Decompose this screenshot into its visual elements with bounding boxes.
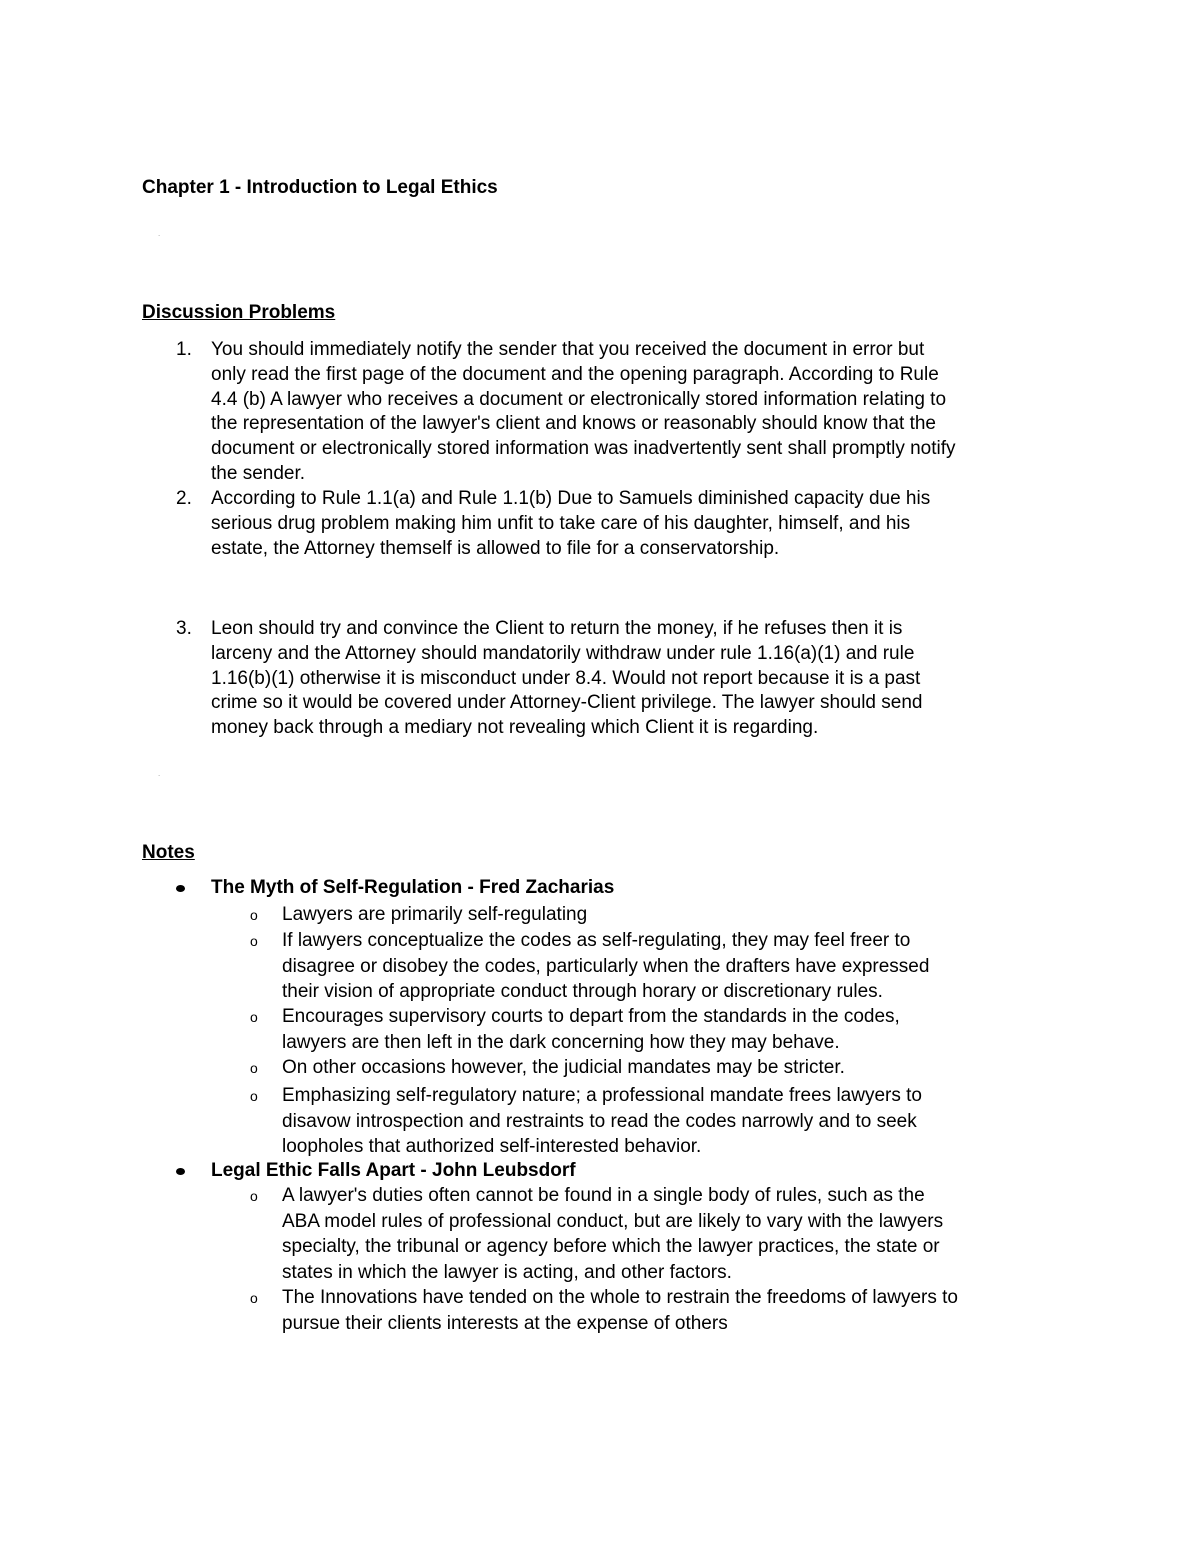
note-item: Emphasizing self-regulatory nature; a professional mandate frees lawyers to disavow introspection and restraints to read the codes narrowly and to seek loopholes that authorized self-interested behavior. — [282, 1085, 922, 1157]
note-item: If lawyers conceptualize the codes as self-regulating, they may feel freer to disagree or disobey the codes, particularly when the drafters have expressed their vision of appropriate conduct through horary or discretionary rules. — [282, 930, 930, 1002]
stray-dot: . — [158, 769, 161, 778]
notes-heading: Notes — [142, 842, 195, 863]
circle-bullet-icon: o — [250, 1060, 258, 1076]
bullet-icon — [176, 1168, 185, 1175]
note-item: Encourages supervisory courts to depart from the standards in the codes, lawyers are then left in the dark concerning how they may behave. — [282, 1006, 900, 1053]
stray-dot: . — [158, 229, 161, 238]
circle-bullet-icon: o — [250, 1290, 258, 1306]
circle-bullet-icon: o — [250, 1088, 258, 1104]
problem-text: You should immediately notify the sender that you received the document in error but only read the first page of the document and the opening paragraph. According to Rule 4.4 (b) A lawyer who receives a document or electronically stored information relating to the representation of the lawyer's client and knows or reasonably should know that the document or electronically stored information was inadvertently sent shall promptly notify the sender. — [211, 339, 956, 484]
problem-text: Leon should try and convince the Client to return the money, if he refuses then it is larceny and the Attorney should mandatorily withdraw under rule 1.16(a)(1) and rule 1.16(b)(1) otherwise it is misconduct under 8.4. Would not report because it is a past crime so it would be covered under Attorney-Client privilege. The lawyer should send money back through a mediary not revealing which Client it is regarding. — [211, 618, 923, 739]
circle-bullet-icon: o — [250, 1009, 258, 1025]
note-item: Lawyers are primarily self-regulating — [282, 904, 588, 925]
problem-number: 2. — [176, 488, 192, 509]
bullet-icon — [176, 885, 185, 892]
circle-bullet-icon: o — [250, 933, 258, 949]
note-item: A lawyer's duties often cannot be found in a single body of rules, such as the ABA model rules of professional conduct, but are likely to vary with the lawyers specialty, the tribunal or agency before which the lawyer practices, the state or states in which the lawyer is acting, and other factors. — [282, 1185, 944, 1283]
note-title: Legal Ethic Falls Apart - John Leubsdorf — [211, 1160, 576, 1181]
note-title: The Myth of Self-Regulation - Fred Zacharias — [211, 877, 615, 898]
circle-bullet-icon: o — [250, 1188, 258, 1204]
problem-text: According to Rule 1.1(a) and Rule 1.1(b) Due to Samuels diminished capacity due his serious drug problem making him unfit to take care of his daughter, himself, and his estate, the Attorney themself is allowed to file for a conservatorship. — [211, 488, 931, 559]
page-title: Chapter 1 - Introduction to Legal Ethics — [142, 177, 498, 198]
note-item: On other occasions however, the judicial mandates may be stricter. — [282, 1057, 845, 1078]
discussion-heading: Discussion Problems — [142, 302, 336, 323]
problem-number: 1. — [176, 339, 192, 360]
problem-number: 3. — [176, 618, 192, 639]
circle-bullet-icon: o — [250, 907, 258, 923]
note-item: The Innovations have tended on the whole to restrain the freedoms of lawyers to pursue their clients interests at the expense of others — [282, 1287, 958, 1334]
